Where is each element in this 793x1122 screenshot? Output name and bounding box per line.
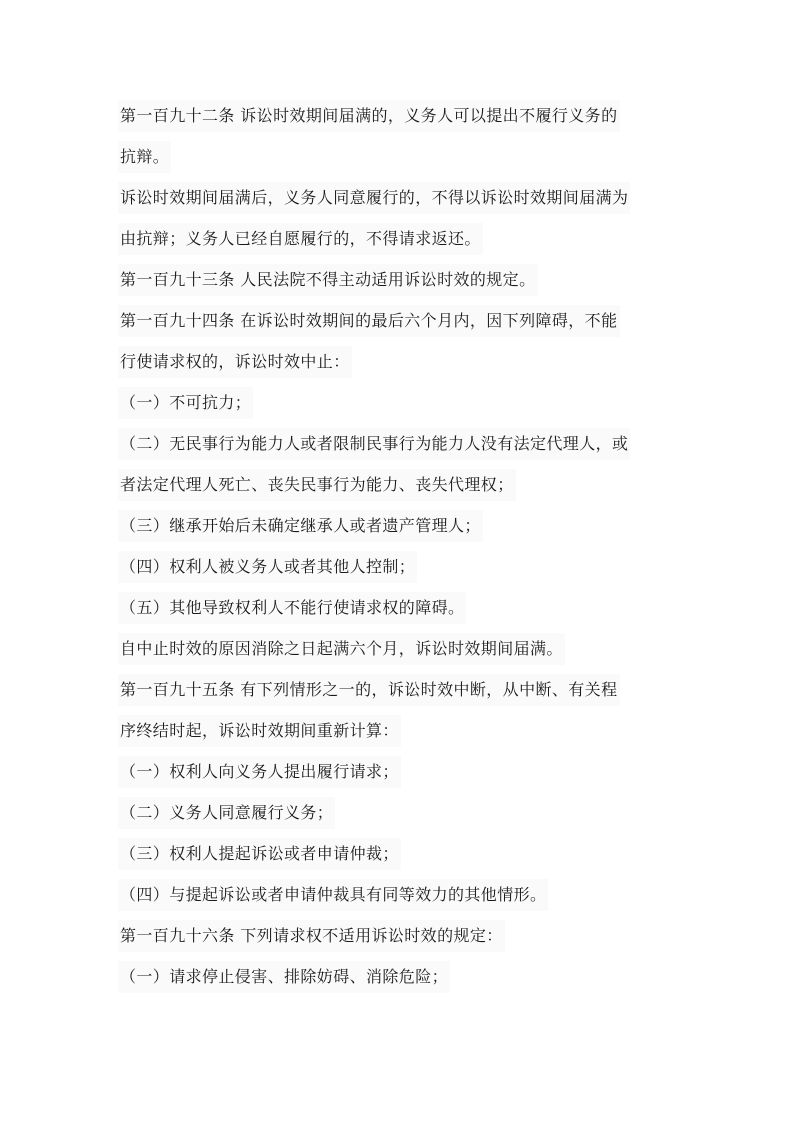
text-line — [118, 469, 678, 510]
line-text: 行使请求权的，诉讼时效中止： — [118, 346, 352, 378]
text-line — [118, 838, 678, 879]
text-line — [118, 674, 678, 715]
text-line — [118, 920, 678, 961]
line-text: （三）权利人提起诉讼或者申请仲裁； — [118, 838, 401, 870]
line-text: 第一百九十三条 人民法院不得主动适用诉讼时效的规定。 — [118, 264, 538, 296]
text-line — [118, 428, 678, 469]
text-line — [118, 510, 678, 551]
line-text: （四）与提起诉讼或者申请仲裁具有同等效力的其他情形。 — [118, 879, 548, 911]
line-text: 自中止时效的原因消除之日起满六个月，诉讼时效期间届满。 — [118, 633, 565, 665]
text-line — [118, 592, 678, 633]
line-text: 由抗辩；义务人已经自愿履行的，不得请求返还。 — [118, 223, 483, 255]
text-line — [118, 182, 678, 223]
line-text: 抗辩。 — [118, 141, 171, 173]
line-text: （二）无民事行为能力人或者限制民事行为能力人没有法定代理人，或 — [118, 428, 630, 460]
text-line — [118, 223, 678, 264]
line-text: （四）权利人被义务人或者其他人控制； — [118, 551, 417, 583]
line-text: 者法定代理人死亡、丧失民事行为能力、丧失代理权； — [118, 469, 516, 501]
text-line — [118, 100, 678, 141]
line-text: 第一百九十五条 有下列情形之一的，诉讼时效中断，从中断、有关程 — [118, 674, 620, 706]
text-line — [118, 961, 678, 1002]
document-body — [118, 100, 678, 1002]
line-text: （一）请求停止侵害、排除妨碍、消除危险； — [118, 961, 450, 993]
text-line — [118, 797, 678, 838]
line-text: （三）继承开始后未确定继承人或者遗产管理人； — [118, 510, 483, 542]
text-line — [118, 756, 678, 797]
text-line — [118, 633, 678, 674]
text-line — [118, 715, 678, 756]
text-line — [118, 264, 678, 305]
line-text: （二）义务人同意履行义务； — [118, 797, 335, 829]
text-line — [118, 879, 678, 920]
line-text: （一）不可抗力； — [118, 387, 253, 419]
text-line — [118, 551, 678, 592]
line-text: （一）权利人向义务人提出履行请求； — [118, 756, 401, 788]
line-text: 序终结时起，诉讼时效期间重新计算： — [118, 715, 401, 747]
line-text: 第一百九十四条 在诉讼时效期间的最后六个月内，因下列障碍，不能 — [118, 305, 620, 337]
text-line — [118, 141, 678, 182]
line-text: 第一百九十二条 诉讼时效期间届满的，义务人可以提出不履行义务的 — [118, 100, 620, 132]
line-text: （五）其他导致权利人不能行使请求权的障碍。 — [118, 592, 466, 624]
text-line — [118, 305, 678, 346]
line-text: 第一百九十六条 下列请求权不适用诉讼时效的规定： — [118, 920, 505, 952]
text-line — [118, 346, 678, 387]
text-line — [118, 387, 678, 428]
line-text: 诉讼时效期间届满后，义务人同意履行的，不得以诉讼时效期间届满为 — [118, 182, 630, 214]
